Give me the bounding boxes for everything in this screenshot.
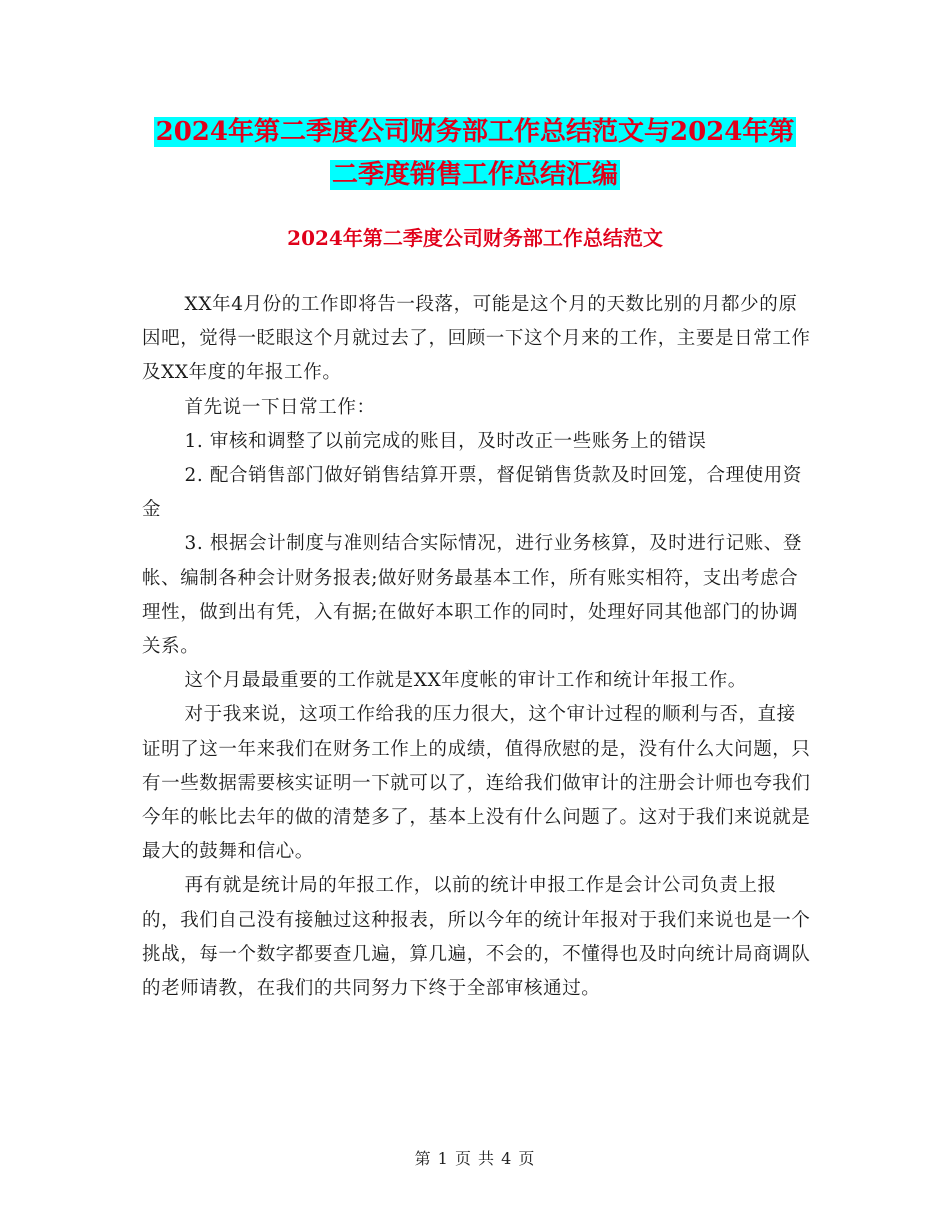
document-title-line-2: 二季度销售工作总结汇编: [331, 160, 618, 190]
document-body: [142, 288, 812, 1006]
paragraph: 2. 配合销售部门做好销售结算开票，督促销售货款及时回笼，合理使用资金: [142, 465, 802, 521]
paragraph: 这个月最最重要的工作就是XX年度帐的审计工作和统计年报工作。: [184, 670, 747, 692]
paragraph: 对于我来说，这项工作给我的压力很大，这个审计过程的顺利与否，直接证明了这一年来我们在财务工作上的成绩，值得欣慰的是，没有什么大问题，只有一些数据需要核实证明一下就可以了，连给我们做审计的注册会计师也夸我们今年的帐比去年的做的清楚多了，基本上没有什么问题了。这对于我们来说就是最大的鼓舞和信心。: [142, 704, 811, 863]
paragraph: XX年4月份的工作即将告一段落，可能是这个月的天数比别的月都少的原因吧，觉得一眨眼这个月就过去了，回顾一下这个月来的工作，主要是日常工作及XX年度的年报工作。: [142, 294, 811, 384]
paragraph: 再有就是统计局的年报工作，以前的统计申报工作是会计公司负责上报的，我们自己没有接触过这种报表，所以今年的统计年报对于我们来说也是一个挑战，每一个数字都要查几遍，算几遍，不会的，不懂得也及时向统计局商调队的老师请教，在我们的共同努力下终于全部审核通过。: [142, 875, 811, 1000]
paragraph: 1. 审核和调整了以前完成的账目，及时改正一些账务上的错误: [184, 430, 707, 452]
paragraph: 首先说一下日常工作：: [184, 396, 376, 418]
page-footer: 第 1 页 共 4 页: [414, 1149, 536, 1168]
document-title-line-1: 2024年第二季度公司财务部工作总结范文与2024年第: [155, 117, 795, 147]
section-title: 2024年第二季度公司财务部工作总结范文: [287, 226, 663, 250]
paragraph: 3. 根据会计制度与准则结合实际情况，进行业务核算，及时进行记账、登帐、编制各种会计财务报表;做好财务最基本工作，所有账实相符，支出考虑合理性，做到出有凭，入有据;在做好本职工作的同时，处理好同其他部门的协调关系。: [142, 533, 802, 658]
